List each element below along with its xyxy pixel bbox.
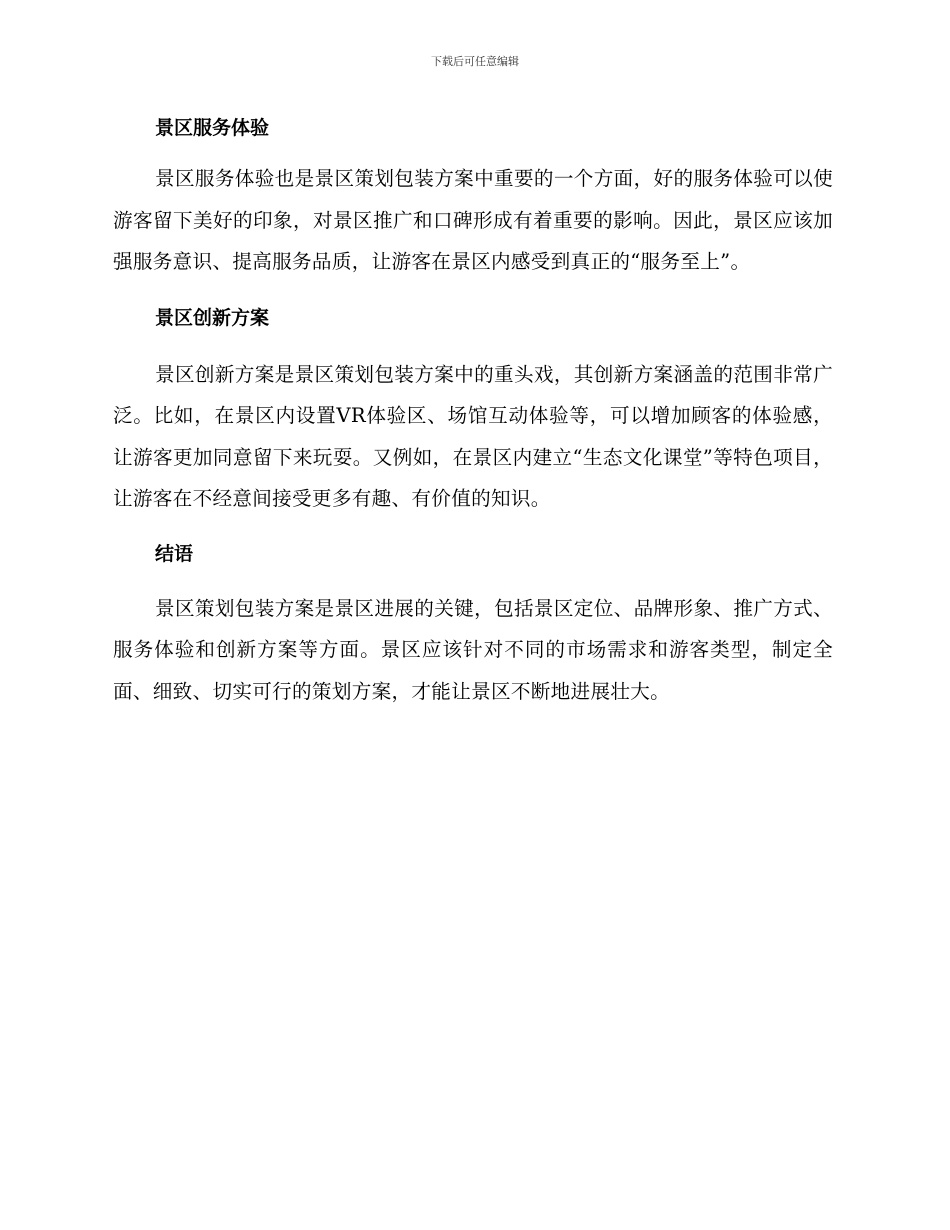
section-heading-service-experience: 景区服务体验 (155, 117, 270, 139)
document-body (113, 108, 833, 712)
section-paragraph-innovation-plan: 景区创新方案是景区策划包装方案中的重头戏，其创新方案涵盖的范围非常广泛。比如，在景区内设置VR体验区、场馆互动体验等，可以增加顾客的体验感，让游客更加同意留下来玩耍。又例如，在景区内建立“生态文化课堂”等特色项目，让游客在不经意间接受更多有趣、有价值的知识。 (113, 362, 833, 510)
section-heading-innovation-plan: 景区创新方案 (155, 306, 270, 329)
section-heading-conclusion: 结语 (155, 542, 194, 565)
section-paragraph-conclusion: 景区策划包装方案是景区进展的关键，包括景区定位、品牌形象、推广方式、服务体验和创新方案等方面。景区应该针对不同的市场需求和游客类型，制定全面、细致、切实可行的策划方案，才能让景区不断地进展壮大。 (113, 596, 833, 703)
page-header: 下载后可任意编辑 (431, 55, 519, 68)
section-paragraph-service-experience: 景区服务体验也是景区策划包装方案中重要的一个方面，好的服务体验可以使游客留下美好的印象，对景区推广和口碑形成有着重要的影响。因此，景区应该加强服务意识、提高服务品质，让游客在景区内感受到真正的“服务至上”。 (113, 167, 833, 273)
